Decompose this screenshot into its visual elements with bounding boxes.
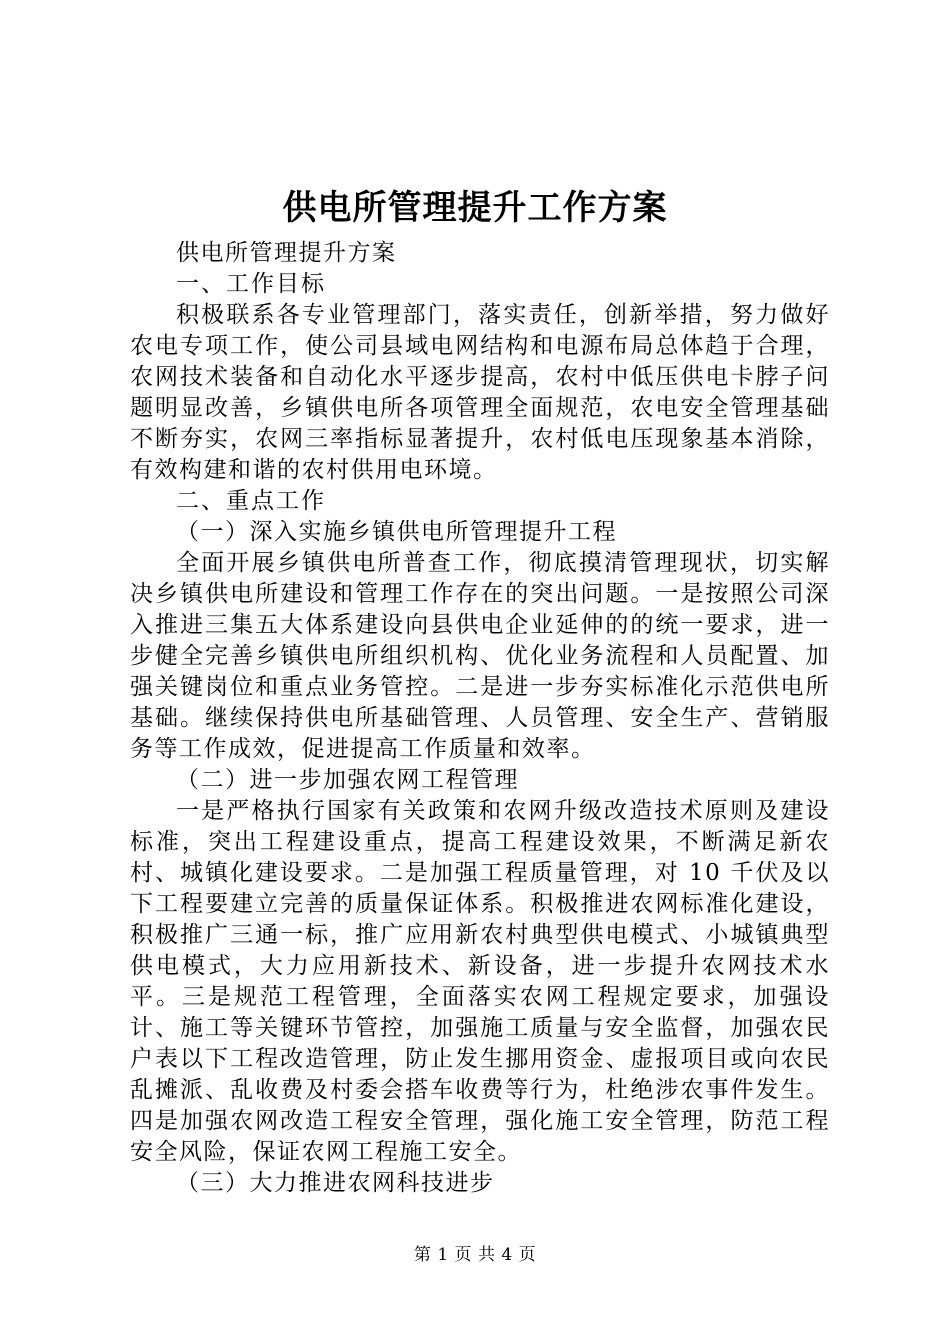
paragraph-goals: 积极联系各专业管理部门，落实责任，创新举措，努力做好农电专项工作，使公司县域电网结构和电源布局总体趋于合理，农网技术装备和自动化水平逐步提高，农村中低压供电卡脖子问题明显改善，乡镇供电所各项管理全面规范，农电安全管理基础不断夯实，农网三率指标显著提升，农村低电压现象基本消除，有效构建和谐的农村供用电环境。: [130, 302, 830, 483]
document-body: [130, 238, 830, 1199]
subsection-heading-1: （一）深入实施乡镇供电所管理提升工程: [176, 519, 617, 545]
section-heading-goals: 一、工作目标: [176, 271, 326, 297]
page-title: 供电所管理提升工作方案: [282, 188, 668, 228]
plan-subtitle: 供电所管理提升方案: [176, 240, 397, 266]
subsection-heading-3: （三）大力推进农网科技进步: [176, 1170, 495, 1196]
paragraph-subsection-2: 一是严格执行国家有关政策和农网升级改造技术原则及建设标准，突出工程建设重点，提高工程建设效果，不断满足新农村、城镇化建设要求。二是加强工程质量管理，对 10 千伏及以下工程要建立完善的质量保证体系。积极推进农网标准化建设，积极推广三通一标，推广应用新农村典型供电模式、小城镇典型供电模式，大力应用新技术、新设备，进一步提升农网技术水平。三是规范工程管理，全面落实农网工程规定要求，加强设计、施工等关键环节管控，加强施工质量与安全监督，加强农民户表以下工程改造管理，防止发生挪用资金、虚报项目或向农民乱摊派、乱收费及村委会搭车收费等行为，杜绝涉农事件发生。四是加强农网改造工程安全管理，强化施工安全管理，防范工程安全风险，保证农网工程施工安全。: [130, 798, 830, 1165]
subsection-heading-2: （二）进一步加强农网工程管理: [176, 767, 519, 793]
section-heading-key-work: 二、重点工作: [176, 488, 326, 514]
page-footer: 第 1 页 共 4 页: [413, 1245, 537, 1265]
paragraph-subsection-1: 全面开展乡镇供电所普查工作，彻底摸清管理现状，切实解决乡镇供电所建设和管理工作存在的突出问题。一是按照公司深入推进三集五大体系建设向县供电企业延伸的的统一要求，进一步健全完善乡镇供电所组织机构、优化业务流程和人员配置、加强关键岗位和重点业务管控。二是进一步夯实标准化示范供电所基础。继续保持供电所基础管理、人员管理、安全生产、营销服务等工作成效，促进提高工作质量和效率。: [130, 550, 830, 762]
